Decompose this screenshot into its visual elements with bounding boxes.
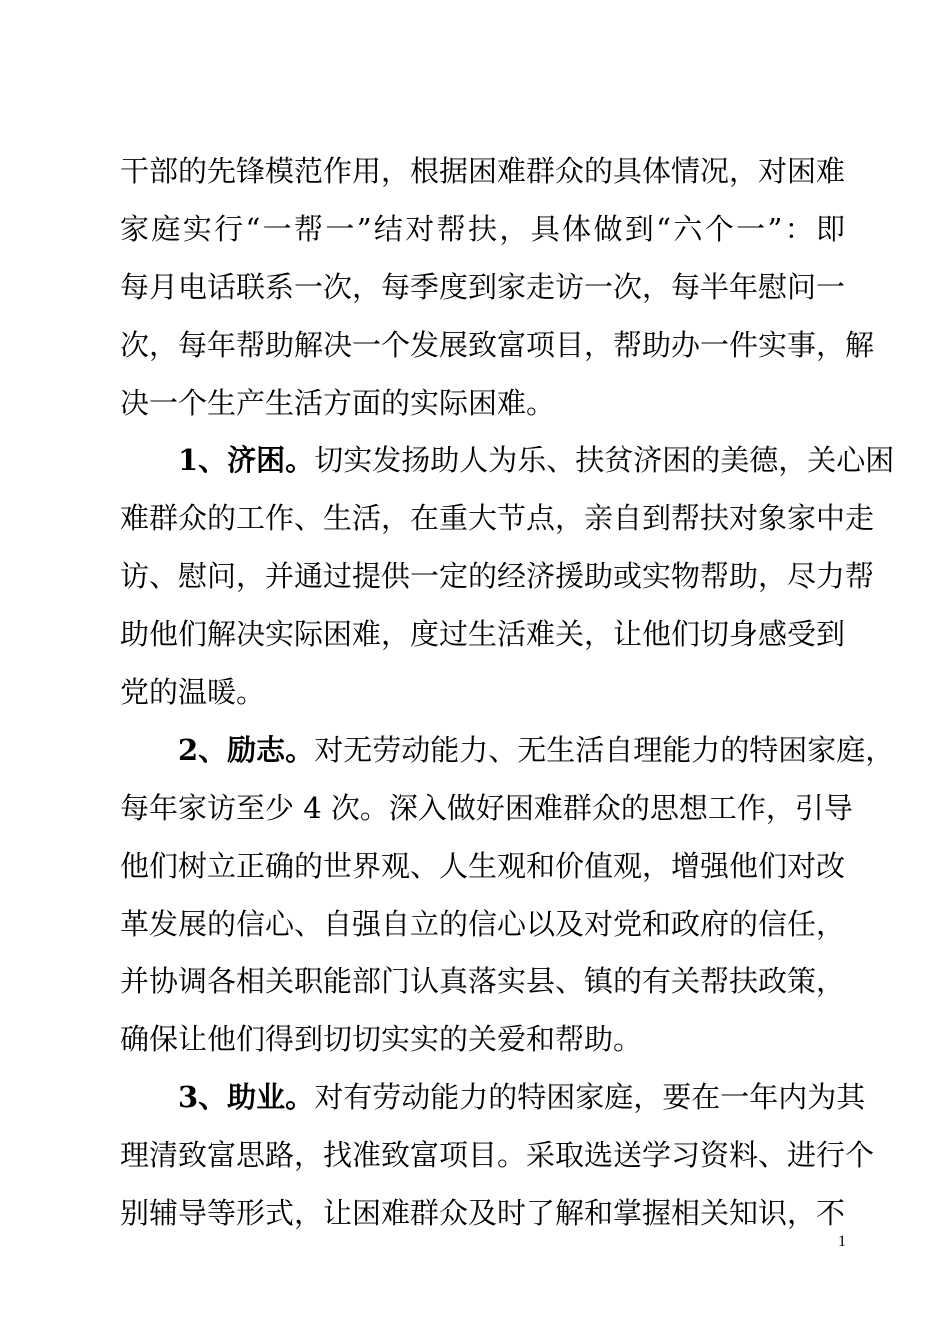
text-run: 对有劳动能力的特困家庭，要在一年内为其 bbox=[314, 1080, 866, 1115]
paragraph-first-line bbox=[120, 722, 895, 780]
body-text bbox=[120, 143, 895, 1243]
text-line: 家庭实行“一帮一”结对帮扶，具体做到“六个一”：即 bbox=[120, 211, 845, 246]
text-line: 并协调各相关职能部门认真落实县、镇的有关帮扶政策， bbox=[120, 964, 846, 999]
paragraph-first-line bbox=[120, 1069, 866, 1127]
section-heading: 1、济困。 bbox=[178, 443, 315, 478]
text-line: 决一个生产生活方面的实际困难。 bbox=[120, 385, 556, 420]
text-line: 访、慰问，并通过提供一定的经济援助或实物帮助，尽力帮 bbox=[120, 559, 875, 594]
text-line: 每月电话联系一次，每季度到家走访一次，每半年慰问一 bbox=[120, 269, 846, 304]
text-line: 他们树立正确的世界观、人生观和价值观，增强他们对改 bbox=[120, 848, 846, 883]
text-line: 次，每年帮助解决一个发展致富项目，帮助办一件实事，解 bbox=[120, 327, 875, 362]
text-line: 党的温暖。 bbox=[120, 675, 266, 710]
text-line: 革发展的信心、自强自立的信心以及对党和政府的信任， bbox=[120, 906, 846, 941]
text-line: 确保让他们得到切切实实的关爱和帮助。 bbox=[120, 1022, 643, 1057]
text-line: 别辅导等形式，让困难群众及时了解和掌握相关知识，不 bbox=[120, 1196, 846, 1231]
section-heading: 2、励志。 bbox=[178, 732, 315, 767]
paragraph-first-line bbox=[120, 432, 895, 490]
text-line: 难群众的工作、生活，在重大节点，亲自到帮扶对象家中走 bbox=[120, 501, 875, 536]
text-line: 每年家访至少 4 次。深入做好困难群众的思想工作，引导 bbox=[120, 790, 853, 825]
section-heading: 3、助业。 bbox=[178, 1080, 315, 1115]
page-number: 1 bbox=[838, 1233, 846, 1250]
text-line: 理清致富思路，找准致富项目。采取选送学习资料、进行个 bbox=[120, 1138, 875, 1173]
text-line: 干部的先锋模范作用，根据困难群众的具体情况，对困难 bbox=[120, 154, 846, 188]
text-run: 对无劳动能力、无生活自理能力的特困家庭， bbox=[314, 732, 895, 767]
text-run: 切实发扬助人为乐、扶贫济困的美德，关心困 bbox=[314, 443, 895, 478]
text-line: 助他们解决实际困难，度过生活难关，让他们切身感受到 bbox=[120, 617, 846, 652]
